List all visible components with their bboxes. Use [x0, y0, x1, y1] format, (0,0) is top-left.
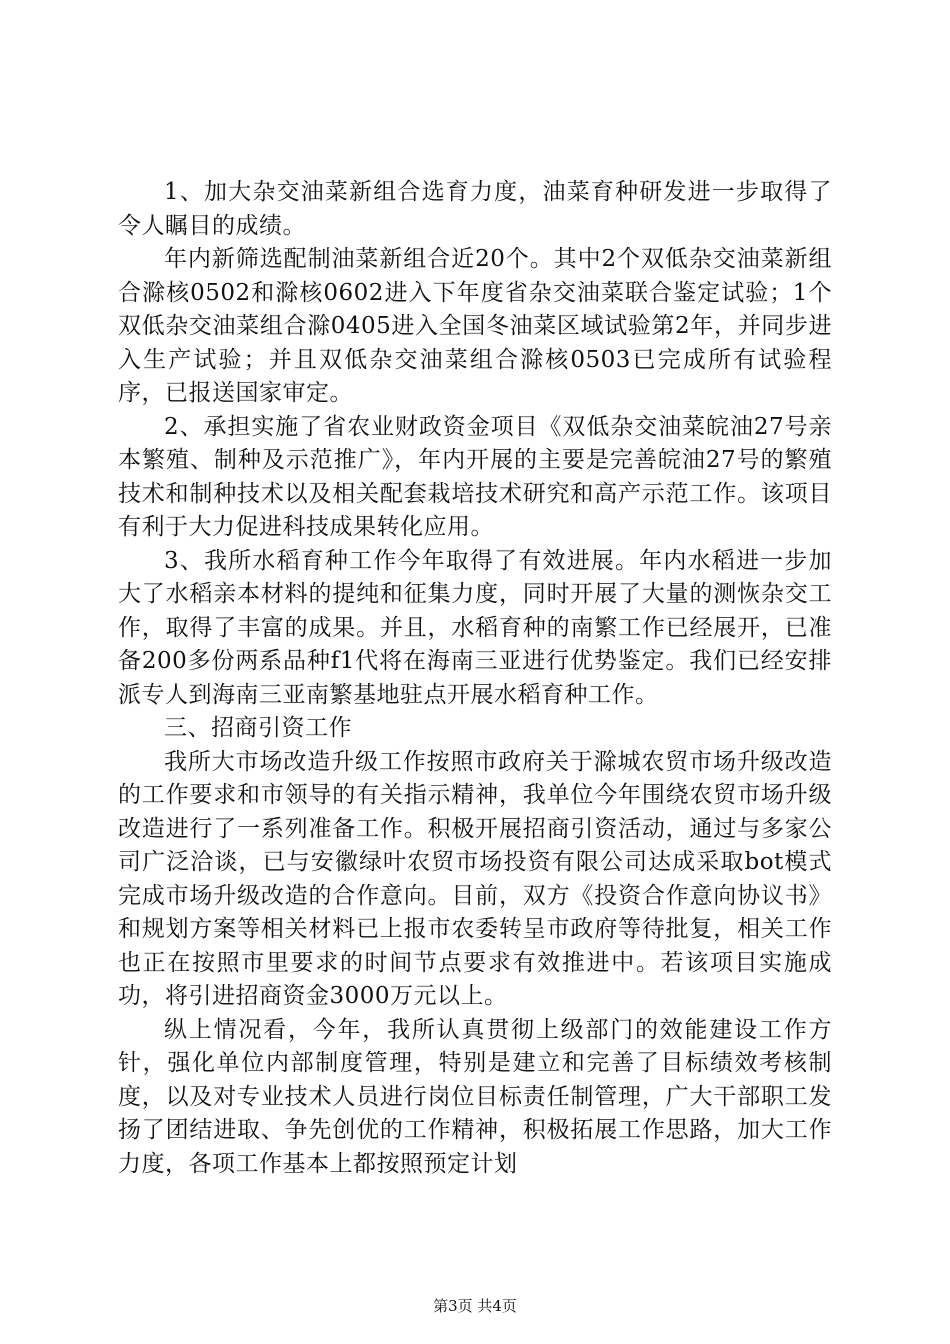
section-heading-investment: 三、招商引资工作: [164, 715, 352, 741]
paragraph-rapeseed-combinations: 年内新筛选配制油菜新组合近20个。其中2个双低杂交油菜新组合滁核0502和滁核0602进入下年度省杂交油菜联合鉴定试验；1个双低杂交油菜组合滁0405进入全国冬油菜区域试验第2年，并同步进入生产试验；并且双低杂交油菜组合滁核0503已完成所有试验程序，已报送国家审定。: [118, 246, 832, 406]
paragraph-rice-breeding: 3、我所水稻育种工作今年取得了有效进展。年内水稻进一步加大了水稻亲本材料的提纯和征集力度，同时开展了大量的测恢杂交工作，取得了丰富的成果。并且，水稻育种的南繁工作已经展开，已准备200多份两系品种f1代将在海南三亚进行优势鉴定。我们已经安排派专人到海南三亚南繁基地驻点开展水稻育种工作。: [118, 547, 832, 708]
paragraph-rapeseed-heading: 1、加大杂交油菜新组合选育力度，油菜育种研发进一步取得了令人瞩目的成绩。: [118, 179, 832, 239]
paragraph-provincial-project: 2、承担实施了省农业财政资金项目《双低杂交油菜皖油27号亲本繁殖、制种及示范推广》，年内开展的主要是完善皖油27号的繁殖技术和制种技术以及相关配套栽培技术研究和高产示范工作。该项目有利于大力促进科技成果转化应用。: [118, 413, 832, 540]
paragraph-summary: 纵上情况看，今年，我所认真贯彻上级部门的效能建设工作方针，强化单位内部制度管理，特别是建立和完善了目标绩效考核制度，以及对专业技术人员进行岗位目标责任制管理，广大干部职工发扬了团结进取、争先创优的工作精神，积极拓展工作思路，加大工作力度，各项工作基本上都按照预定计划: [118, 1016, 832, 1177]
page-footer: 第3页 共4页: [433, 1297, 517, 1315]
document-body: [118, 176, 832, 1181]
paragraph-market-upgrade: 我所大市场改造升级工作按照市政府关于滁城农贸市场升级改造的工作要求和市领导的有关指示精神，我单位今年围绕农贸市场升级改造进行了一系列准备工作。积极开展招商引资活动，通过与多家公司广泛洽谈，已与安徽绿叶农贸市场投资有限公司达成采取bot模式完成市场升级改造的合作意向。目前，双方《投资合作意向协议书》和规划方案等相关材料已上报市农委转呈市政府等待批复，相关工作也正在按照市里要求的时间节点要求有效推进中。若该项目实施成功，将引进招商资金3000万元以上。: [118, 748, 832, 1009]
